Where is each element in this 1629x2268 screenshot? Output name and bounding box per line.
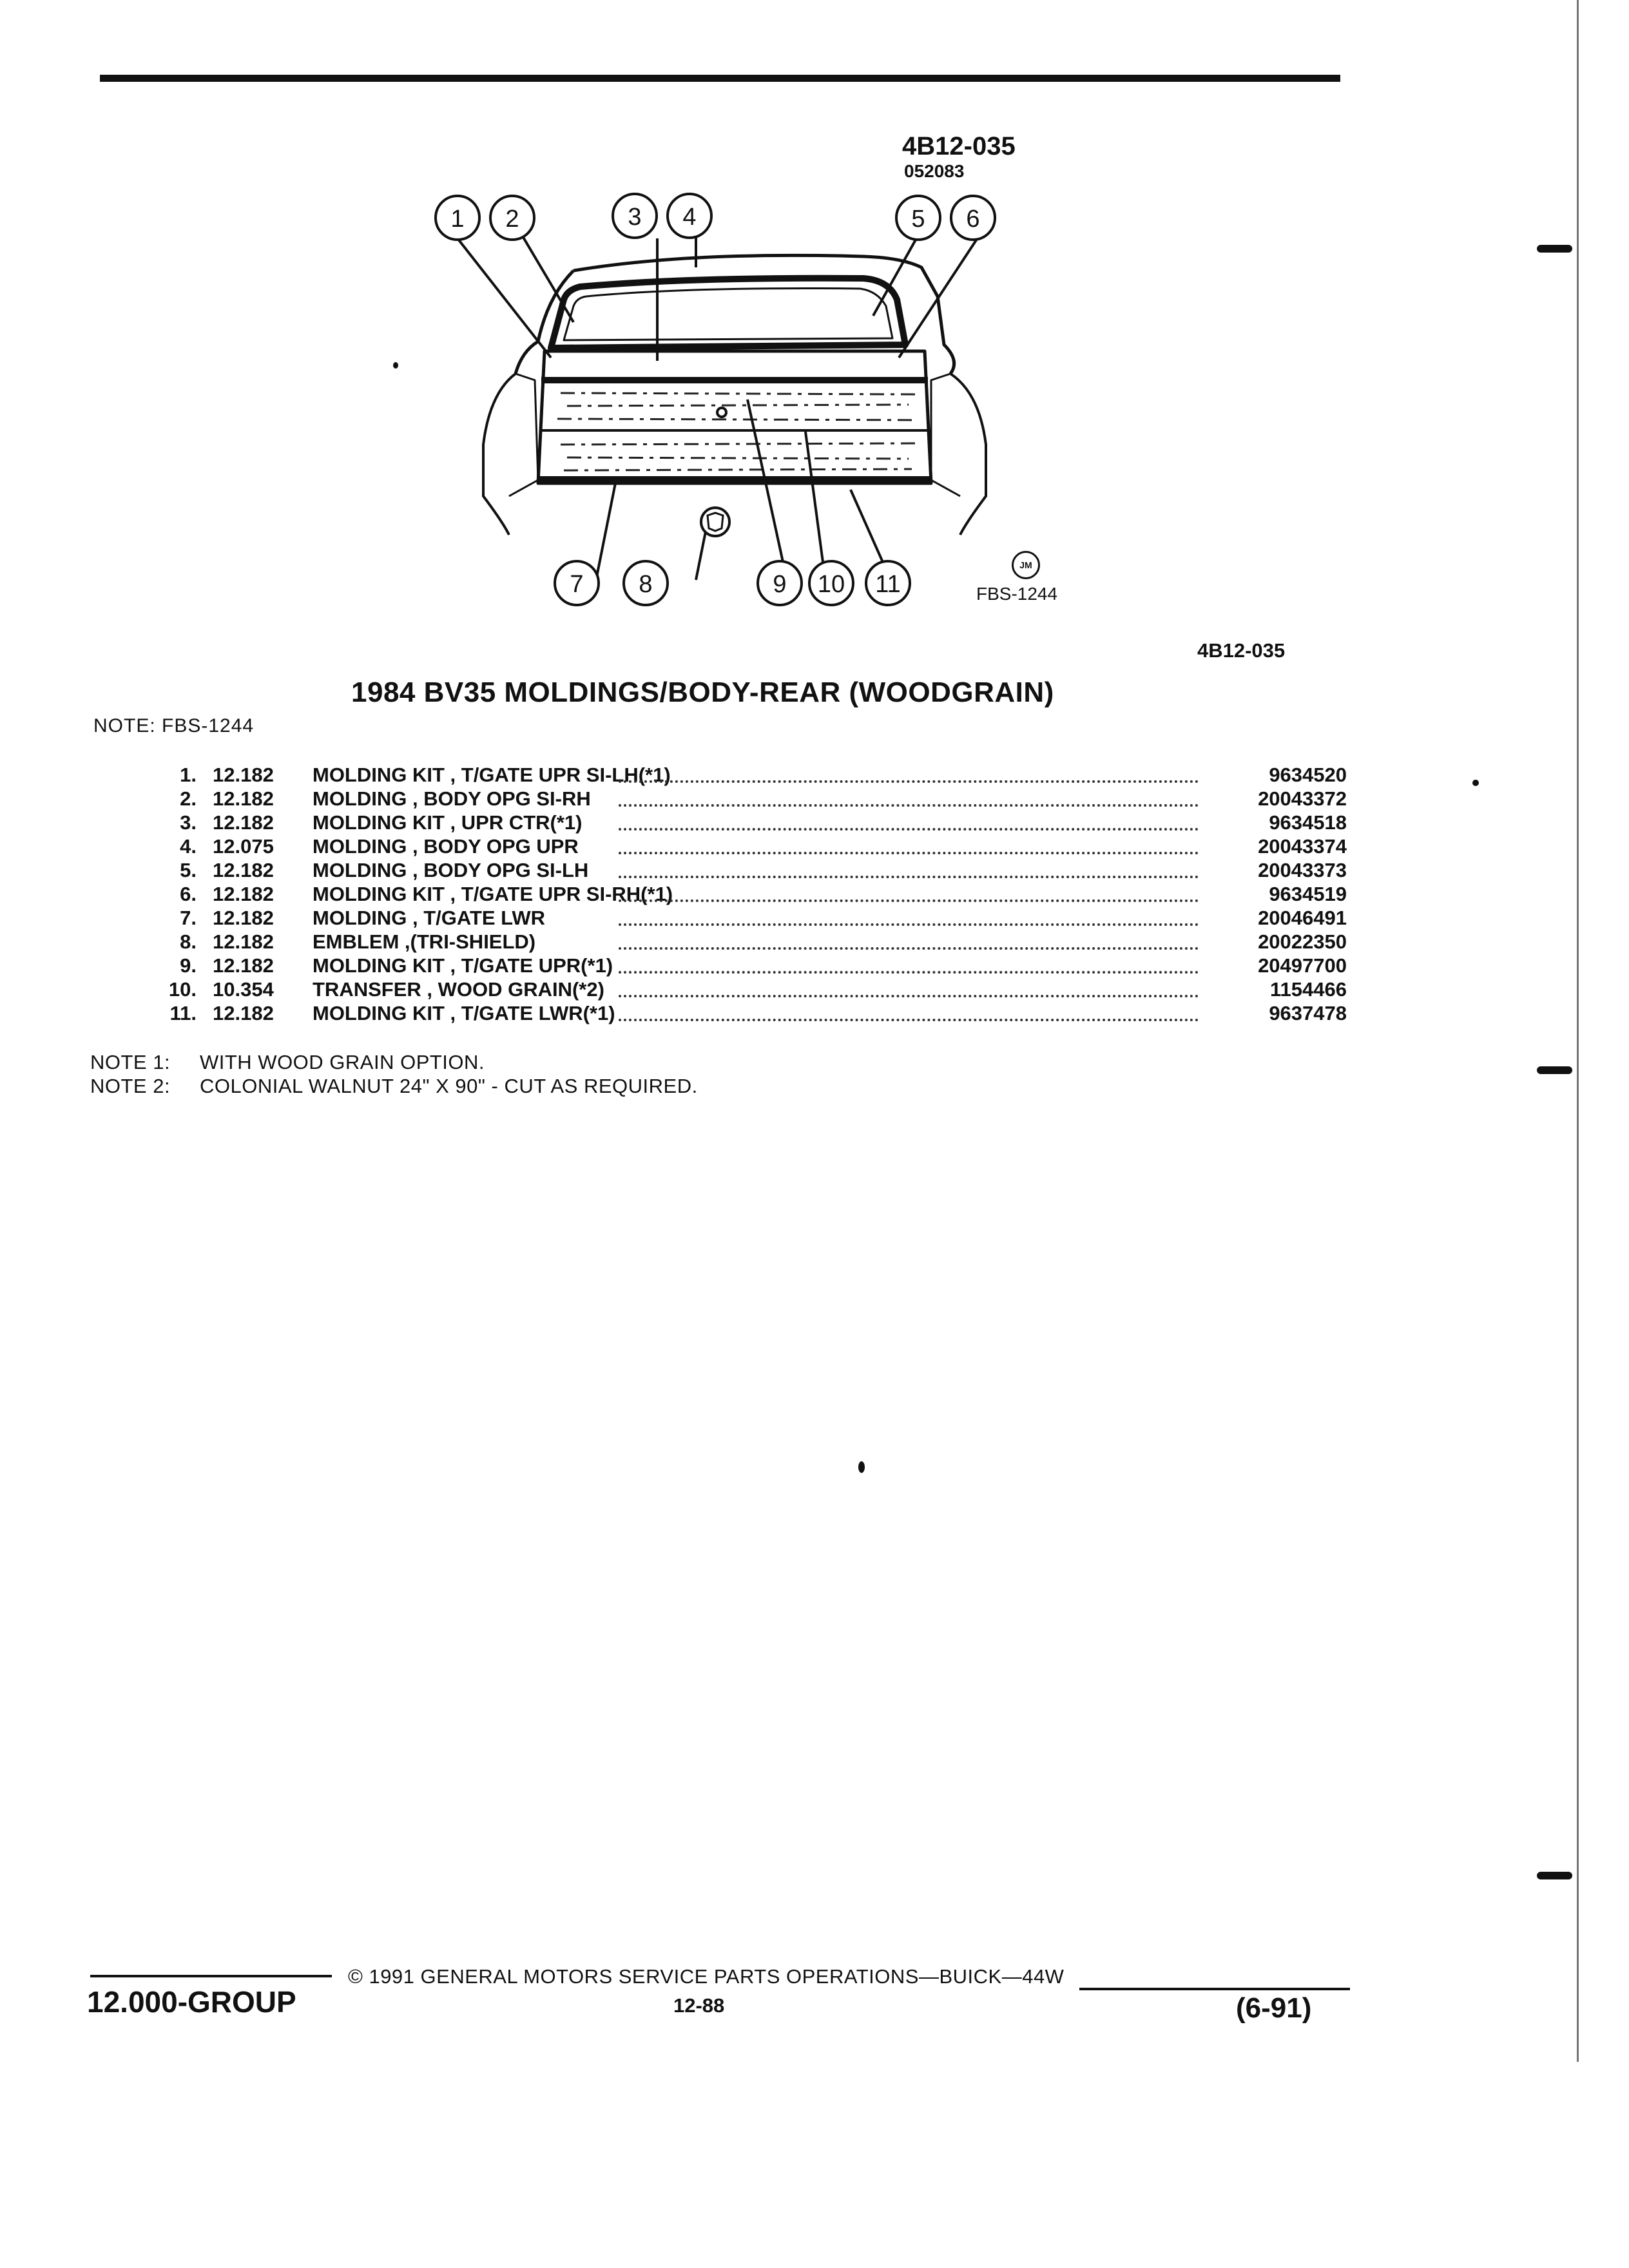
note-line	[90, 1074, 698, 1098]
page-edge	[1577, 0, 1579, 2062]
figure-code: 4B12-035	[902, 132, 1016, 160]
part-description: MOLDING KIT , T/GATE UPR SI-RH(*1)	[313, 883, 673, 905]
group-number: 12.182	[213, 764, 274, 786]
latch	[717, 408, 726, 417]
callout-10: 10	[817, 571, 845, 598]
leader-dots	[619, 852, 1199, 854]
leader-dots	[619, 780, 1199, 783]
callout-3: 3	[628, 204, 642, 231]
group-number: 12.182	[213, 859, 274, 881]
part-number-index: 10.	[168, 978, 197, 1001]
group-number: 12.182	[213, 1002, 274, 1024]
note-reference: NOTE: FBS-1244	[93, 715, 255, 736]
part-description: MOLDING , BODY OPG SI-RH	[313, 787, 591, 810]
callout-9: 9	[773, 571, 787, 598]
note-label: NOTE 2:	[90, 1075, 171, 1097]
part-number: 9637478	[1269, 1002, 1347, 1024]
part-number: 20022350	[1258, 930, 1347, 953]
part-description: MOLDING KIT , T/GATE UPR SI-LH(*1)	[313, 764, 671, 786]
part-description: EMBLEM ,(TRI-SHIELD)	[313, 930, 536, 953]
note-text: WITH WOOD GRAIN OPTION.	[200, 1051, 485, 1073]
part-number-index: 9.	[180, 954, 197, 977]
leader-dots	[619, 971, 1199, 974]
page-number: 12-88	[673, 1994, 725, 2017]
callout-5: 5	[911, 206, 925, 233]
group-number: 10.354	[213, 978, 274, 1001]
binder-mark	[1537, 1872, 1572, 1879]
part-number: 9634518	[1269, 811, 1347, 834]
part-row	[90, 787, 1353, 811]
part-number-index: 4.	[180, 835, 197, 858]
notes	[90, 1050, 698, 1098]
group-number: 12.182	[213, 883, 274, 905]
callout-8: 8	[639, 571, 653, 598]
group-number: 12.182	[213, 787, 274, 810]
part-number-index: 5.	[180, 859, 197, 881]
callout-6: 6	[966, 206, 980, 233]
callout-2: 2	[505, 206, 519, 233]
part-description: MOLDING KIT , T/GATE LWR(*1)	[313, 1002, 615, 1024]
leader-dots	[619, 899, 1199, 902]
leader-dots	[619, 828, 1199, 831]
part-number-index: 1.	[180, 764, 197, 786]
part-number: 20497700	[1258, 954, 1347, 977]
callout-4: 4	[682, 204, 697, 231]
callout-11: 11	[875, 571, 901, 598]
part-number: 1154466	[1270, 978, 1347, 1001]
part-row	[90, 859, 1353, 883]
leader-dots	[619, 995, 1199, 997]
footer-rule-left	[90, 1975, 332, 1977]
group-number: 12.182	[213, 954, 274, 977]
part-description: MOLDING KIT , T/GATE UPR(*1)	[313, 954, 613, 977]
speck	[1472, 780, 1479, 786]
part-row	[90, 907, 1353, 930]
part-row	[90, 835, 1353, 859]
part-number-index: 8.	[180, 930, 197, 953]
page-title: 1984 BV35 MOLDINGS/BODY-REAR (WOODGRAIN)	[351, 677, 1054, 708]
tailgate-panel	[538, 351, 931, 483]
part-number-index: 7.	[180, 907, 197, 929]
top-rule	[100, 75, 1340, 82]
part-description: MOLDING , BODY OPG UPR	[313, 835, 579, 858]
leader-dots	[619, 876, 1199, 878]
group-number: 12.182	[213, 811, 274, 834]
note-line	[90, 1050, 698, 1074]
part-number: 9634519	[1269, 883, 1347, 905]
part-number: 9634520	[1269, 764, 1347, 786]
callout-7: 7	[570, 571, 584, 598]
leader-dots	[619, 947, 1199, 950]
speck	[858, 1461, 865, 1473]
part-description: TRANSFER , WOOD GRAIN(*2)	[313, 978, 604, 1001]
parts-list	[90, 764, 1353, 1026]
part-row	[90, 764, 1353, 787]
figure-date-code: 052083	[904, 161, 965, 181]
part-number-index: 6.	[180, 883, 197, 905]
illustration-ref: FBS-1244	[976, 584, 1058, 604]
part-row	[90, 954, 1353, 978]
note-label: NOTE 1:	[90, 1051, 171, 1073]
footer-rule-right	[1079, 1988, 1350, 1990]
speck	[393, 362, 398, 369]
part-row	[90, 1002, 1353, 1026]
leader-dots	[619, 804, 1199, 807]
part-number: 20043374	[1258, 835, 1347, 858]
part-row	[90, 811, 1353, 835]
leader-dots	[619, 923, 1199, 926]
copyright: © 1991 GENERAL MOTORS SERVICE PARTS OPERATIONS—BUICK—44W	[348, 1965, 1065, 1988]
part-number-index: 11.	[169, 1002, 197, 1024]
figure-ref-right: 4B12-035	[1197, 639, 1286, 662]
part-number-index: 3.	[180, 811, 197, 834]
note-text: COLONIAL WALNUT 24" X 90" - CUT AS REQUIRED.	[200, 1075, 698, 1097]
part-number: 20043372	[1258, 787, 1347, 810]
callout-1: 1	[450, 206, 465, 233]
leader-dots	[619, 1019, 1199, 1021]
part-number-index: 2.	[180, 787, 197, 810]
part-description: MOLDING KIT , UPR CTR(*1)	[313, 811, 583, 834]
part-row	[90, 883, 1353, 907]
part-description: MOLDING , T/GATE LWR	[313, 907, 546, 929]
part-number: 20043373	[1258, 859, 1347, 881]
binder-mark	[1537, 245, 1572, 253]
part-row	[90, 930, 1353, 954]
group-number: 12.182	[213, 930, 274, 953]
binder-mark	[1537, 1066, 1572, 1074]
illustrator-mark: JM	[1012, 551, 1040, 579]
group-number: 12.182	[213, 907, 274, 929]
part-description: MOLDING , BODY OPG SI-LH	[313, 859, 589, 881]
group-label: 12.000-GROUP	[87, 1985, 296, 2019]
part-number: 20046491	[1258, 907, 1347, 929]
part-row	[90, 978, 1353, 1002]
group-number: 12.075	[213, 835, 274, 858]
revision-date: (6-91)	[1236, 1992, 1312, 2024]
